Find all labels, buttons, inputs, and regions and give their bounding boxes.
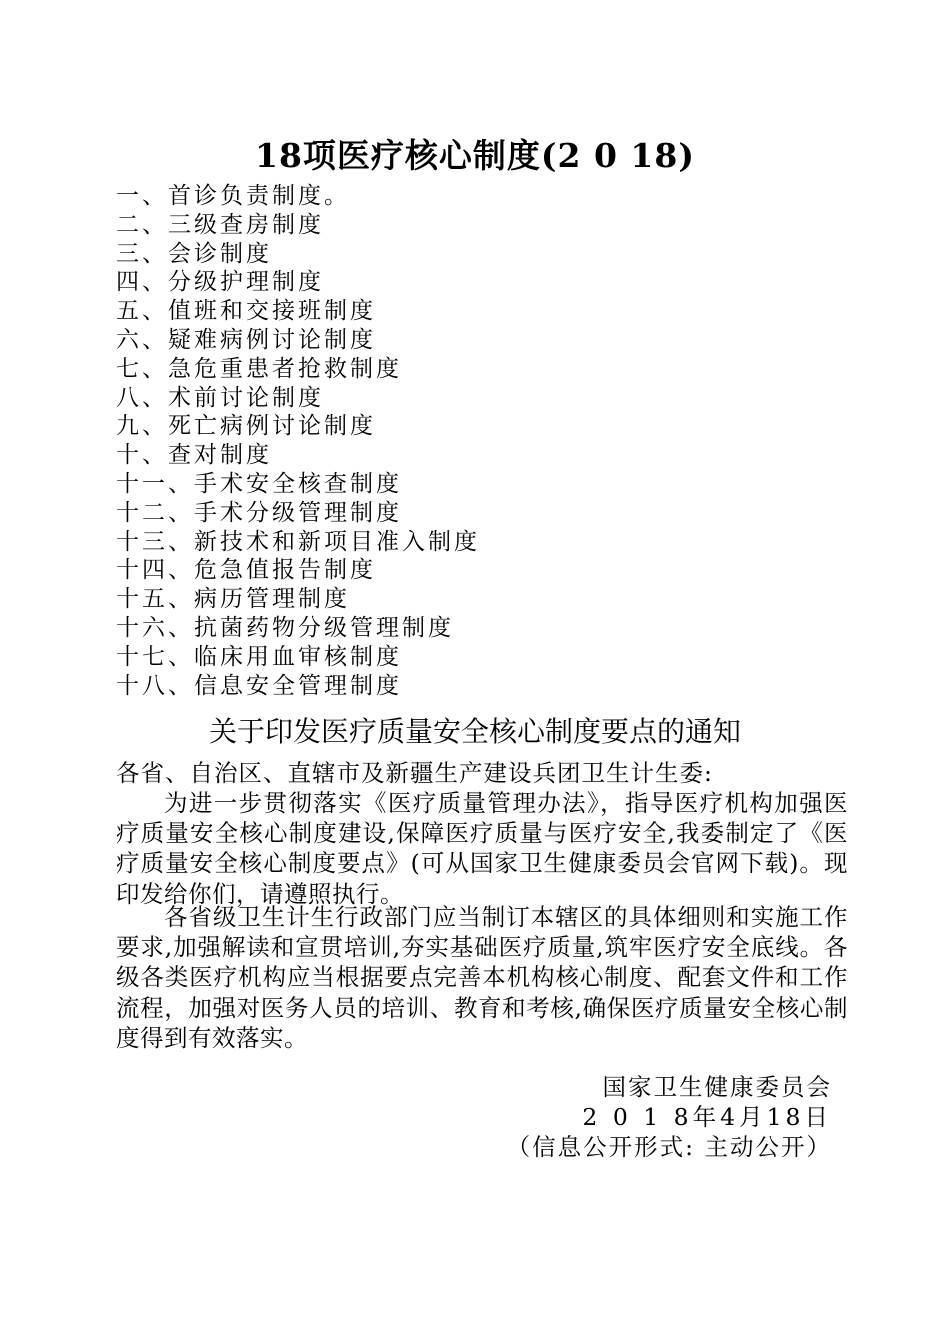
- regulation-list: [116, 182, 876, 700]
- list-item: 十八、信息安全管理制度: [116, 672, 402, 699]
- list-item: 十七、临床用血审核制度: [116, 643, 402, 670]
- list-item: 六、疑难病例讨论制度: [116, 326, 376, 353]
- signature-date: 2 0 1 8年4月18日: [582, 1103, 832, 1131]
- list-item: 四、分级护理制度: [116, 269, 324, 296]
- notice-title: 关于印发医疗质量安全核心制度要点的通知: [208, 715, 741, 748]
- signature-organization: 国家卫生健康委员会: [602, 1073, 832, 1101]
- list-item: 二、三级查房制度: [116, 211, 324, 238]
- notice-paragraph: 为进一步贯彻落实《医疗质量管理办法》，指导医疗机构加强医疗质量安全核心制度建设,保障医疗质量与医疗安全,我委制定了《医疗质量安全核心制度要点》(可从国家卫生健康委员会官网下载)。现印发给你们，请遵照执行。: [116, 789, 848, 908]
- list-item: 十四、危急值报告制度: [116, 557, 376, 584]
- disclosure-note: （信息公开形式: 主动公开）: [506, 1133, 832, 1161]
- list-item: 十、查对制度: [116, 442, 272, 469]
- list-item: 九、死亡病例讨论制度: [116, 413, 376, 440]
- notice-salutation: 各省、自治区、直辖市及新疆生产建设兵团卫生计生委:: [116, 759, 713, 787]
- list-item: 八、术前讨论制度: [116, 384, 324, 411]
- list-item: 十一、手术安全核查制度: [116, 470, 402, 497]
- list-item: 七、急危重患者抢救制度: [116, 355, 402, 382]
- list-item: 三、会诊制度: [116, 240, 272, 267]
- list-item: 一、首诊负责制度。: [116, 183, 350, 209]
- list-item: 五、值班和交接班制度: [116, 298, 376, 325]
- list-item: 十五、病历管理制度: [116, 586, 350, 613]
- notice-paragraph: 各省级卫生计生行政部门应当制订本辖区的具体细则和实施工作要求,加强解读和宣贯培训,夯实基础医疗质量,筑牢医疗安全底线。各级各类医疗机构应当根据要点完善本机构核心制度、配套文件和工作流程，加强对医务人员的培训、教育和考核,确保医疗质量安全核心制度得到有效落实。: [116, 903, 848, 1052]
- list-item: 十三、新技术和新项目准入制度: [116, 528, 480, 555]
- document-title: 18项医疗核心制度(2 0 18): [255, 136, 695, 175]
- list-item: 十二、手术分级管理制度: [116, 499, 402, 526]
- list-item: 十六、抗菌药物分级管理制度: [116, 614, 454, 641]
